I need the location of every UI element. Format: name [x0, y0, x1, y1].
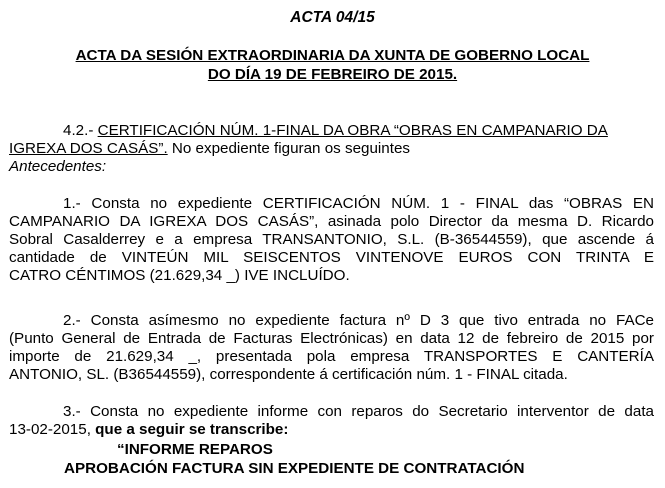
antecedente-2 [9, 312, 654, 384]
quote-heading-line-2: APROBACIÓN FACTURA SIN EXPEDIENTE DE CONTRATACIÓN [64, 460, 525, 477]
section-heading-line-2 [9, 140, 654, 158]
paragraph-line: cantidade de VINTEÚN MIL SEISCENTOS VINTENOVE EUROS CON TRINTA E [9, 249, 654, 266]
paragraph-line: CAMPANARIO DA IGREXA DOS CASÁS”, asinada polo Director da mesma D. Ricardo [9, 213, 654, 230]
paragraph-line: 2.- Consta asímesmo no expediente factura nº D 3 que tivo entrada no FACe [63, 312, 654, 329]
quote-heading-line-1: “INFORME REPAROS [117, 441, 273, 458]
paragraph-text: 13-02-2015, [9, 421, 96, 438]
acta-number: ACTA 04/15 [290, 9, 375, 26]
paragraph-line: (Punto General de Entrada de Facturas Electrónicas) en data 12 de febreiro de 2015 por [9, 330, 654, 347]
antecedente-1 [9, 195, 654, 285]
paragraph-line [9, 421, 654, 439]
paragraph-line: Sobral Casalderrey e a empresa TRANSANTONIO, S.L. (B-36544559), que ascende á [9, 231, 654, 248]
paragraph-line: CATRO CÉNTIMOS (21.629,34 _) IVE INCLUÍDO. [9, 267, 350, 284]
antecedentes-label: Antecedentes: [9, 158, 107, 175]
section-heading-title: CERTIFICACIÓN NÚM. 1-FINAL DA OBRA “OBRAS EN CAMPANARIO DA [97, 122, 608, 139]
section-heading-tail: No expediente figuran os seguintes [167, 140, 410, 157]
section-heading-line-1 [9, 122, 654, 140]
paragraph-line: importe de 21.629,34 _, presentada pola empresa TRANSPORTES E CANTERÍA [9, 348, 654, 365]
document-title-line-2: DO DÍA 19 DE FEBREIRO DE 2015. [207, 66, 458, 83]
section-number: 4.2.- [63, 122, 94, 139]
antecedente-3 [9, 403, 654, 439]
section-4-2 [9, 122, 654, 176]
paragraph-line: ANTONIO, SL. (B36544559), correspondente á certificación núm. 1 - FINAL citada. [9, 366, 568, 383]
paragraph-line: 1.- Consta no expediente CERTIFICACIÓN NÚM. 1 - FINAL das “OBRAS EN [63, 195, 654, 212]
document-title-line-1: ACTA DA SESIÓN EXTRAORDINARIA DA XUNTA DE GOBERNO LOCAL [75, 47, 590, 64]
section-heading-title-cont: IGREXA DOS CASÁS”. [9, 140, 168, 157]
paragraph-text-bold: que a seguir se transcribe: [95, 421, 289, 438]
paragraph-line: 3.- Consta no expediente informe con reparos do Secretario interventor de data [63, 403, 654, 420]
